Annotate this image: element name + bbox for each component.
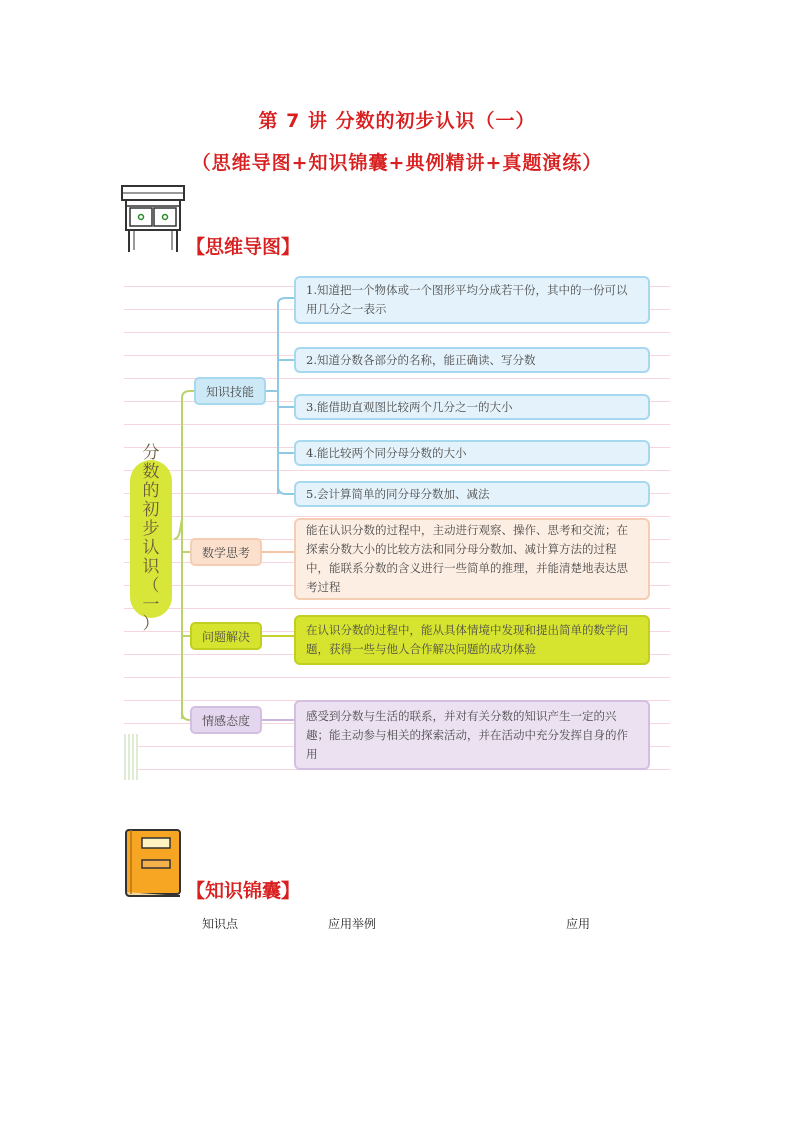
center-char: 初 <box>142 500 160 520</box>
center-char: 识 <box>142 557 160 577</box>
problem-solving-text: 在认识分数的过程中，能从具体情境中发现和提出简单的数学问题，获得一些与他人合作解决问题的成功体验 <box>294 615 650 665</box>
knowledge-item-4: 4.能比较两个同分母分数的大小 <box>294 440 650 466</box>
math-thinking-text: 能在认识分数的过程中，主动进行观察、操作、思考和交流；在探索分数大小的比较方法和同分母分数加、减计算方法的过程中，能联系分数的含义进行一些简单的推理，并能清楚地表达思考过程 <box>294 518 650 600</box>
branch-problem-solving: 问题解决 <box>190 622 262 650</box>
cabinet-icon <box>120 184 186 254</box>
branch-knowledge-skills: 知识技能 <box>194 377 266 405</box>
mind-map-center-topic <box>130 443 172 634</box>
center-char: 步 <box>142 519 160 539</box>
mind-map <box>124 264 670 780</box>
table-column-application-example: 应用举例 <box>328 917 377 931</box>
branch-emotion-attitude: 情感态度 <box>190 706 262 734</box>
table-column-application: 应用 <box>566 917 591 931</box>
center-char: 分 <box>142 443 160 463</box>
book-icon <box>120 826 184 898</box>
knowledge-item-2: 2.知道分数各部分的名称，能正确读、写分数 <box>294 347 650 373</box>
center-char: 一 <box>142 595 160 615</box>
center-char: （ <box>142 576 160 596</box>
section-heading-mindmap: 【思维导图】 <box>186 236 301 258</box>
knowledge-item-3: 3.能借助直观图比较两个几分之一的大小 <box>294 394 650 420</box>
center-char: ） <box>142 614 160 634</box>
page-title: 第 7 讲 分数的初步认识（一） <box>258 110 536 132</box>
center-char: 的 <box>142 481 160 501</box>
emotion-attitude-text: 感受到分数与生活的联系，并对有关分数的知识产生一定的兴趣；能主动参与相关的探索活动，并在活动中充分发挥自身的作用 <box>294 700 650 770</box>
knowledge-item-1: 1.知道把一个物体或一个图形平均分成若干份，其中的一份可以用几分之一表示 <box>294 276 650 324</box>
table-column-knowledge-point: 知识点 <box>202 917 239 931</box>
knowledge-item-5: 5.会计算简单的同分母分数加、减法 <box>294 481 650 507</box>
page-subtitle: （思维导图+知识锦囊+典例精讲+真题演练） <box>191 152 603 174</box>
center-char: 认 <box>142 538 160 558</box>
section-heading-knowledge: 【知识锦囊】 <box>186 880 301 902</box>
center-char: 数 <box>142 462 160 482</box>
branch-math-thinking: 数学思考 <box>190 538 262 566</box>
